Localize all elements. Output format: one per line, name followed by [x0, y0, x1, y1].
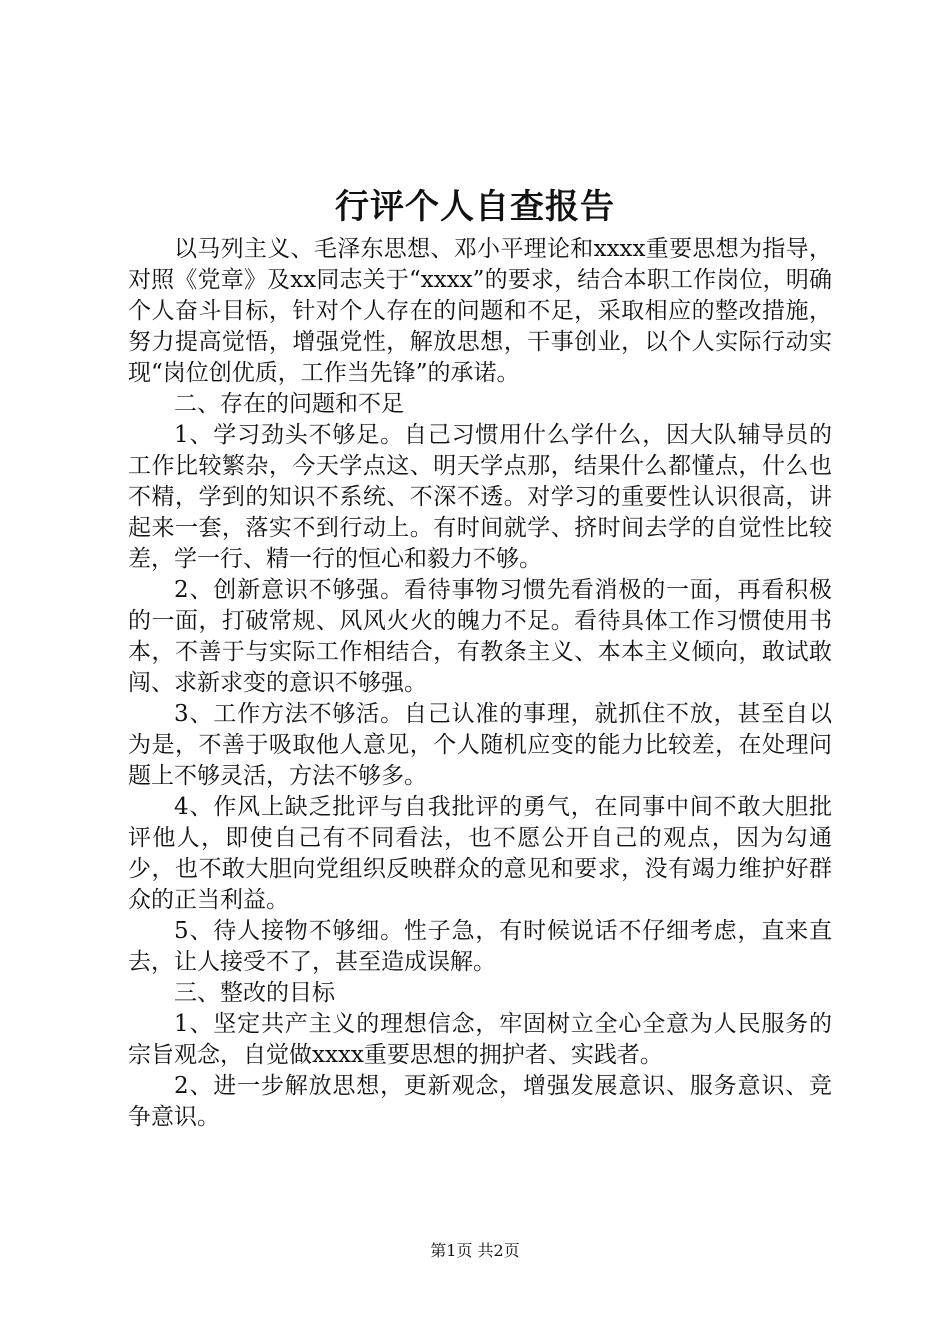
paragraph-goal-2: 2、进一步解放思想，更新观念，增强发展意识、服务意识、竞争意识。 — [128, 1073, 832, 1130]
paragraph-problem-3: 3、工作方法不够活。自己认准的事理，就抓住不放，甚至自以为是，不善于吸取他人意见，个人随机应变的能力比较差，在处理问题上不够灵活，方法不够多。 — [128, 701, 832, 789]
document-body — [128, 234, 832, 1133]
paragraph-intro: 以马列主义、毛泽东思想、邓小平理论和xxxx重要思想为指导，对照《党章》及xx同志关于“xxxx”的要求，结合本职工作岗位，明确个人奋斗目标，针对个人存在的问题和不足，采取相应的整改措施，努力提高觉悟，增强党性，解放思想，干事创业，以个人实际行动实现“岗位创优质，工作当先锋”的承诺。 — [128, 236, 832, 386]
paragraph-goal-1: 1、坚定共产主义的理想信念，牢固树立全心全意为人民服务的宗旨观念，自觉做xxxx重要思想的拥护者、实践者。 — [128, 1011, 832, 1068]
section-heading-goals: 三、整改的目标 — [174, 980, 335, 1006]
paragraph-problem-2: 2、创新意识不够强。看待事物习惯先看消极的一面，再看积极的一面，打破常规、风风火火的魄力不足。看待具体工作习惯使用书本，不善于与实际工作相结合，有教条主义、本本主义倾向，敢试敢闯、求新求变的意识不够强。 — [128, 577, 832, 696]
section-heading-problems: 二、存在的问题和不足 — [174, 391, 404, 417]
page-footer: 第1页 共2页 — [430, 1241, 520, 1260]
paragraph-problem-5: 5、待人接物不够细。性子急，有时候说话不仔细考虑，直来直去，让人接受不了，甚至造成误解。 — [128, 918, 832, 975]
paragraph-problem-1: 1、学习劲头不够足。自己习惯用什么学什么，因大队辅导员的工作比较繁杂，今天学点这、明天学点那，结果什么都懂点，什么也不精，学到的知识不系统、不深不透。对学习的重要性认识很高，讲起来一套，落实不到行动上。有时间就学、挤时间去学的自觉性比较差，学一行、精一行的恒心和毅力不够。 — [128, 422, 832, 572]
paragraph-problem-4: 4、作风上缺乏批评与自我批评的勇气，在同事中间不敢大胆批评他人，即使自己有不同看法，也不愿公开自己的观点，因为勾通少，也不敢大胆向党组织反映群众的意见和要求，没有竭力维护好群众的正当利益。 — [128, 794, 832, 913]
document-title: 行评个人自查报告 — [335, 187, 615, 227]
